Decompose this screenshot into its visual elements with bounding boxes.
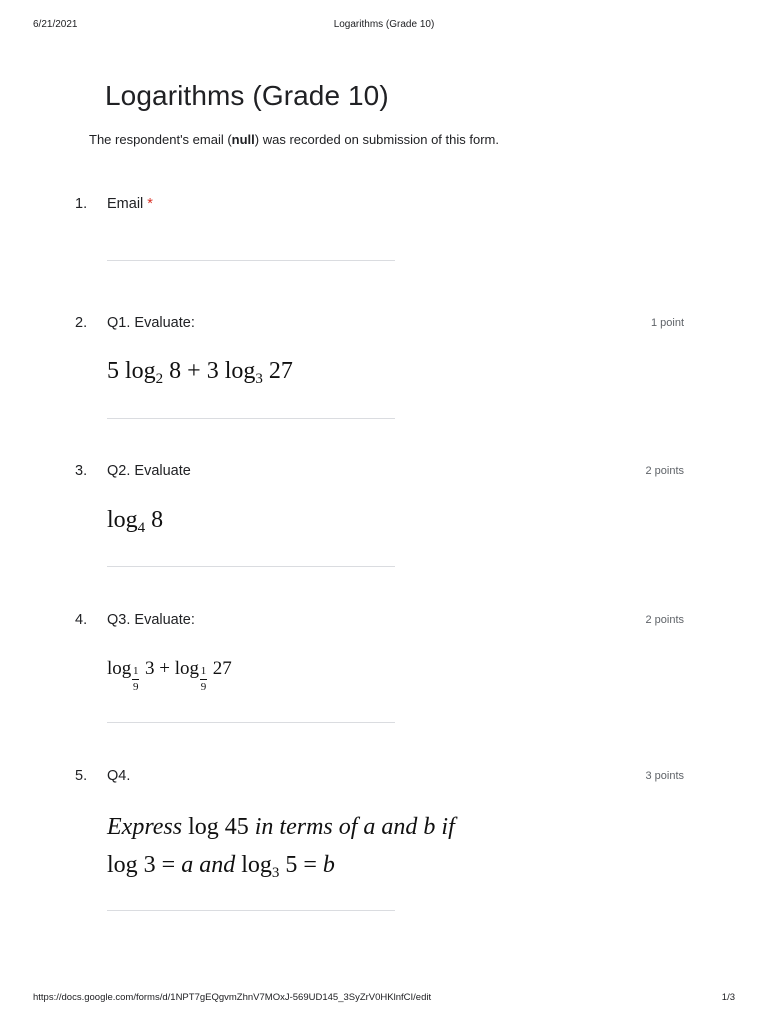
print-date: 6/21/2021: [33, 19, 78, 30]
q1-math-expression: 5 $\log_2 8 + 3$ $\log_3 27$: [107, 358, 293, 387]
print-header-title: Logarithms (Grade 10): [333, 19, 435, 30]
form-title: Logarithms (Grade 10): [105, 80, 389, 111]
question-points: 3 points: [645, 770, 684, 782]
q2-answer-field[interactable]: [107, 566, 395, 567]
question-number: 5.: [75, 768, 88, 784]
question-number: 4.: [75, 612, 88, 628]
q2-math-expression: $\log_4 8$: [107, 507, 164, 536]
q4-math-line-1: Express log 45 in terms of a and b if: [107, 814, 455, 840]
required-asterisk: *: [147, 196, 153, 212]
q1-answer-field[interactable]: [107, 418, 395, 419]
question-label: Q3. Evaluate:: [107, 612, 195, 628]
page-number: 1/3: [721, 992, 735, 1003]
q3-math-expression: log $\frac{1}{9}$ 3 + log $\frac{1}{9}$ 27: [107, 658, 232, 693]
q3-answer-field[interactable]: [107, 722, 395, 723]
question-number: 2.: [75, 315, 88, 331]
email-notice: The respondent's email (null) was recorded on submission of this form.: [89, 132, 499, 147]
email-answer-field[interactable]: [107, 260, 395, 261]
question-label: Q1. Evaluate:: [107, 315, 195, 331]
question-number: 3.: [75, 463, 88, 479]
question-label: Q4.: [107, 768, 131, 784]
print-footer-url: https://docs.google.com/forms/d/1NPT7gEQgvmZhnV7MOxJ-569UD145_3SyZrV0HKlnfCI/edit: [33, 992, 432, 1003]
q4-math-expression: [107, 808, 455, 892]
q4-math-line-2: log 3 = a and $\log_3 5 = b$: [107, 852, 335, 881]
question-points: 2 points: [645, 465, 684, 477]
question-label: Q2. Evaluate: [107, 463, 191, 479]
question-label: Email *: [107, 196, 153, 212]
question-points: 2 points: [645, 614, 684, 626]
email-value: null: [231, 132, 255, 147]
question-points: 1 point: [650, 317, 684, 329]
question-number: 1.: [75, 196, 88, 212]
q4-answer-field[interactable]: [107, 910, 395, 911]
